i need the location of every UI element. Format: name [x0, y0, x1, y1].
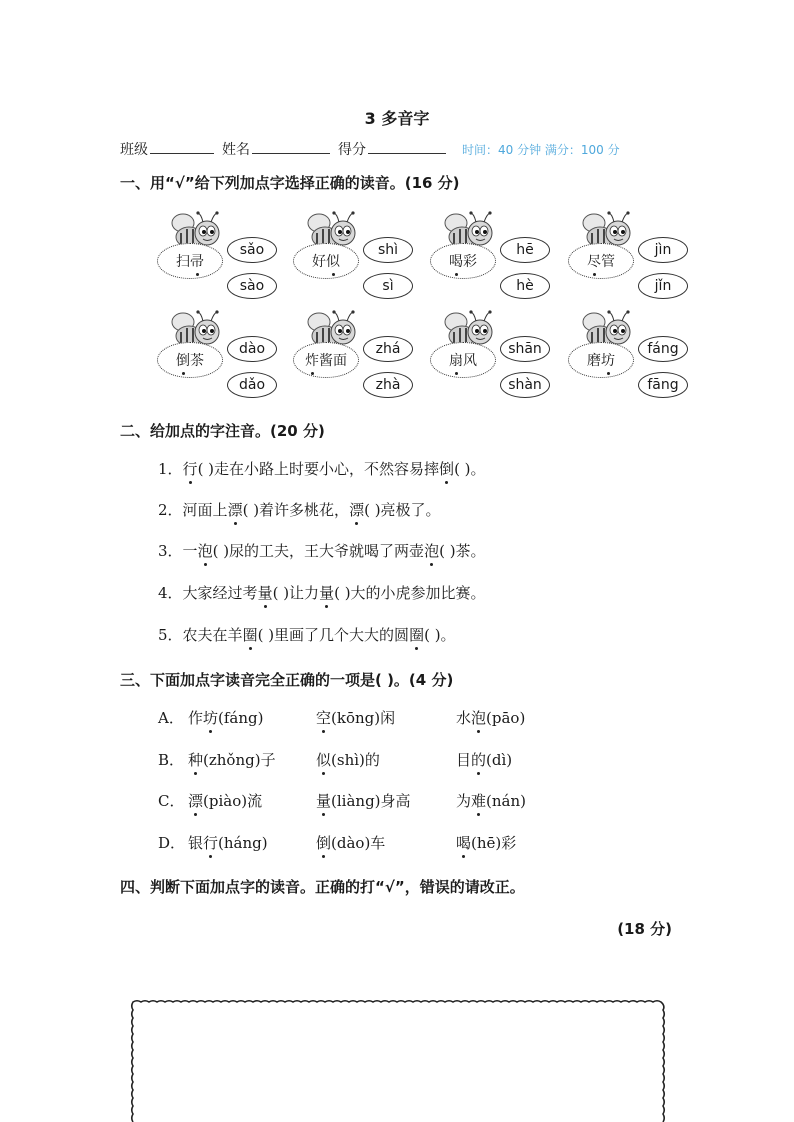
- name-label: 姓名: [222, 142, 250, 158]
- word-post: 酱面: [319, 353, 347, 369]
- option-word-1: 漂(piào)流: [188, 792, 263, 810]
- section4-score: (18 分): [617, 920, 672, 938]
- pinyin-option-2[interactable]: dǎo: [227, 372, 277, 398]
- word-oval: [157, 342, 223, 378]
- dotted-char: 行: [203, 834, 219, 852]
- dotted-char: 圈: [409, 626, 425, 644]
- question-2-5: 5．农夫在羊圈( )里画了几个大大的圆圈( )。: [158, 626, 456, 644]
- dotted-char: 倒: [439, 460, 455, 478]
- dotted-char: 圈: [242, 626, 258, 644]
- word-oval: [157, 243, 223, 279]
- option-word-1: 作坊(fáng): [188, 709, 264, 727]
- pinyin-option-1[interactable]: fáng: [638, 336, 688, 362]
- pinyin-option-1[interactable]: hē: [500, 237, 550, 263]
- dotted-char: 行: [182, 460, 198, 478]
- pinyin-option-1[interactable]: zhá: [363, 336, 413, 362]
- option-word-2: 量(liàng)身高: [316, 792, 411, 810]
- pinyin-option-2[interactable]: zhà: [363, 372, 413, 398]
- dotted-char: 倒: [316, 834, 332, 852]
- dotted-char: 量: [319, 584, 335, 602]
- question-2-3: 3．一泡( )尿的工夫，王大爷就喝了两壶泡( )茶。: [158, 542, 486, 560]
- option-word-2: 倒(dào)车: [316, 834, 386, 852]
- dotted-char: 倒: [176, 350, 190, 370]
- word-pre: 好: [312, 254, 326, 270]
- option-word-1: 银行(háng): [188, 834, 268, 852]
- question-2-2: 2．河面上漂( )着许多桃花，漂( )亮极了。: [158, 501, 441, 519]
- dotted-char: 漂: [188, 792, 204, 810]
- word-post: 茶: [190, 353, 204, 369]
- dotted-char: 的: [471, 751, 487, 769]
- word-pre: 磨: [587, 353, 601, 369]
- word-post: 风: [463, 353, 477, 369]
- dotted-char: 似: [316, 751, 332, 769]
- bee-item-1: [157, 211, 307, 297]
- dotted-char: 尽: [587, 251, 601, 271]
- dotted-char: 泡: [197, 542, 213, 560]
- word-oval: [568, 342, 634, 378]
- word-post: 管: [601, 254, 615, 270]
- question-2-1: 1．行( )走在小路上时要小心，不然容易摔倒( )。: [158, 460, 486, 478]
- pinyin-option-2[interactable]: sì: [363, 273, 413, 299]
- score-label: 得分: [338, 142, 366, 158]
- word-oval: [430, 243, 496, 279]
- dotted-char: 漂: [227, 501, 243, 519]
- class-blank[interactable]: [150, 141, 214, 154]
- bee-item-4: [568, 211, 718, 297]
- bee-item-5: [157, 310, 307, 396]
- word-oval: [293, 342, 359, 378]
- dotted-char: 喝: [456, 834, 472, 852]
- dotted-char: 炸: [305, 350, 319, 370]
- pinyin-option-1[interactable]: shān: [500, 336, 550, 362]
- bee-item-3: [430, 211, 580, 297]
- word-oval: [568, 243, 634, 279]
- dotted-char: 扇: [449, 350, 463, 370]
- dotted-char: 难: [471, 792, 487, 810]
- section4-heading: 四、判断下面加点字的读音。正确的打“√”，错误的请改正。: [120, 878, 525, 896]
- answer-box: [130, 998, 666, 1122]
- bee-item-7: [430, 310, 580, 396]
- dotted-char: 坊: [601, 350, 615, 370]
- dotted-char: 漂: [349, 501, 365, 519]
- dotted-char: 量: [257, 584, 273, 602]
- bee-item-6: [293, 310, 443, 396]
- pinyin-option-1[interactable]: jìn: [638, 237, 688, 263]
- dotted-char: 帚: [190, 251, 204, 271]
- pinyin-option-1[interactable]: dào: [227, 336, 277, 362]
- page-title: 3 多音字: [364, 109, 430, 128]
- pinyin-option-2[interactable]: shàn: [500, 372, 550, 398]
- word-pre: 扫: [176, 254, 190, 270]
- option-word-3: 为难(nán): [456, 792, 526, 810]
- word-oval: [430, 342, 496, 378]
- student-info-row: [120, 139, 680, 159]
- section2-heading: 二、给加点的字注音。(20 分): [120, 422, 325, 440]
- section1-heading: 一、用“√”给下列加点字选择正确的读音。(16 分): [120, 174, 460, 192]
- word-oval: [293, 243, 359, 279]
- pinyin-option-2[interactable]: hè: [500, 273, 550, 299]
- option-label: D．: [158, 834, 186, 852]
- option-word-3: 水泡(pāo): [456, 709, 526, 727]
- section3-heading: 三、下面加点字读音完全正确的一项是( )。(4 分): [120, 671, 454, 689]
- dotted-char: 空: [316, 709, 332, 727]
- dotted-char: 量: [316, 792, 332, 810]
- option-label: C．: [158, 792, 185, 810]
- word-post: 彩: [463, 254, 477, 270]
- time-score-info: 时间：40 分钟 满分：100 分: [462, 143, 620, 157]
- name-blank[interactable]: [252, 141, 330, 154]
- class-label: 班级: [120, 142, 148, 158]
- dotted-char: 坊: [203, 709, 219, 727]
- option-word-3: 喝(hē)彩: [456, 834, 517, 852]
- bee-item-8: [568, 310, 718, 396]
- dotted-char: 泡: [471, 709, 487, 727]
- pinyin-option-1[interactable]: shì: [363, 237, 413, 263]
- score-blank[interactable]: [368, 141, 446, 154]
- dotted-char: 喝: [449, 251, 463, 271]
- dotted-char: 泡: [424, 542, 440, 560]
- option-label: A．: [158, 709, 184, 727]
- pinyin-option-1[interactable]: sǎo: [227, 237, 277, 263]
- dotted-char: 似: [326, 251, 340, 271]
- bee-item-2: [293, 211, 443, 297]
- pinyin-option-2[interactable]: fāng: [638, 372, 688, 398]
- pinyin-option-2[interactable]: jǐn: [638, 273, 688, 299]
- option-word-2: 似(shì)的: [316, 751, 380, 769]
- pinyin-option-2[interactable]: sào: [227, 273, 277, 299]
- option-label: B．: [158, 751, 185, 769]
- question-2-4: 4．大家经过考量( )让力量( )大的小虎参加比赛。: [158, 584, 486, 602]
- option-word-2: 空(kōng)闲: [316, 709, 396, 727]
- option-word-3: 目的(dì): [456, 751, 513, 769]
- dotted-char: 种: [188, 751, 204, 769]
- option-word-1: 种(zhǒng)子: [188, 751, 276, 769]
